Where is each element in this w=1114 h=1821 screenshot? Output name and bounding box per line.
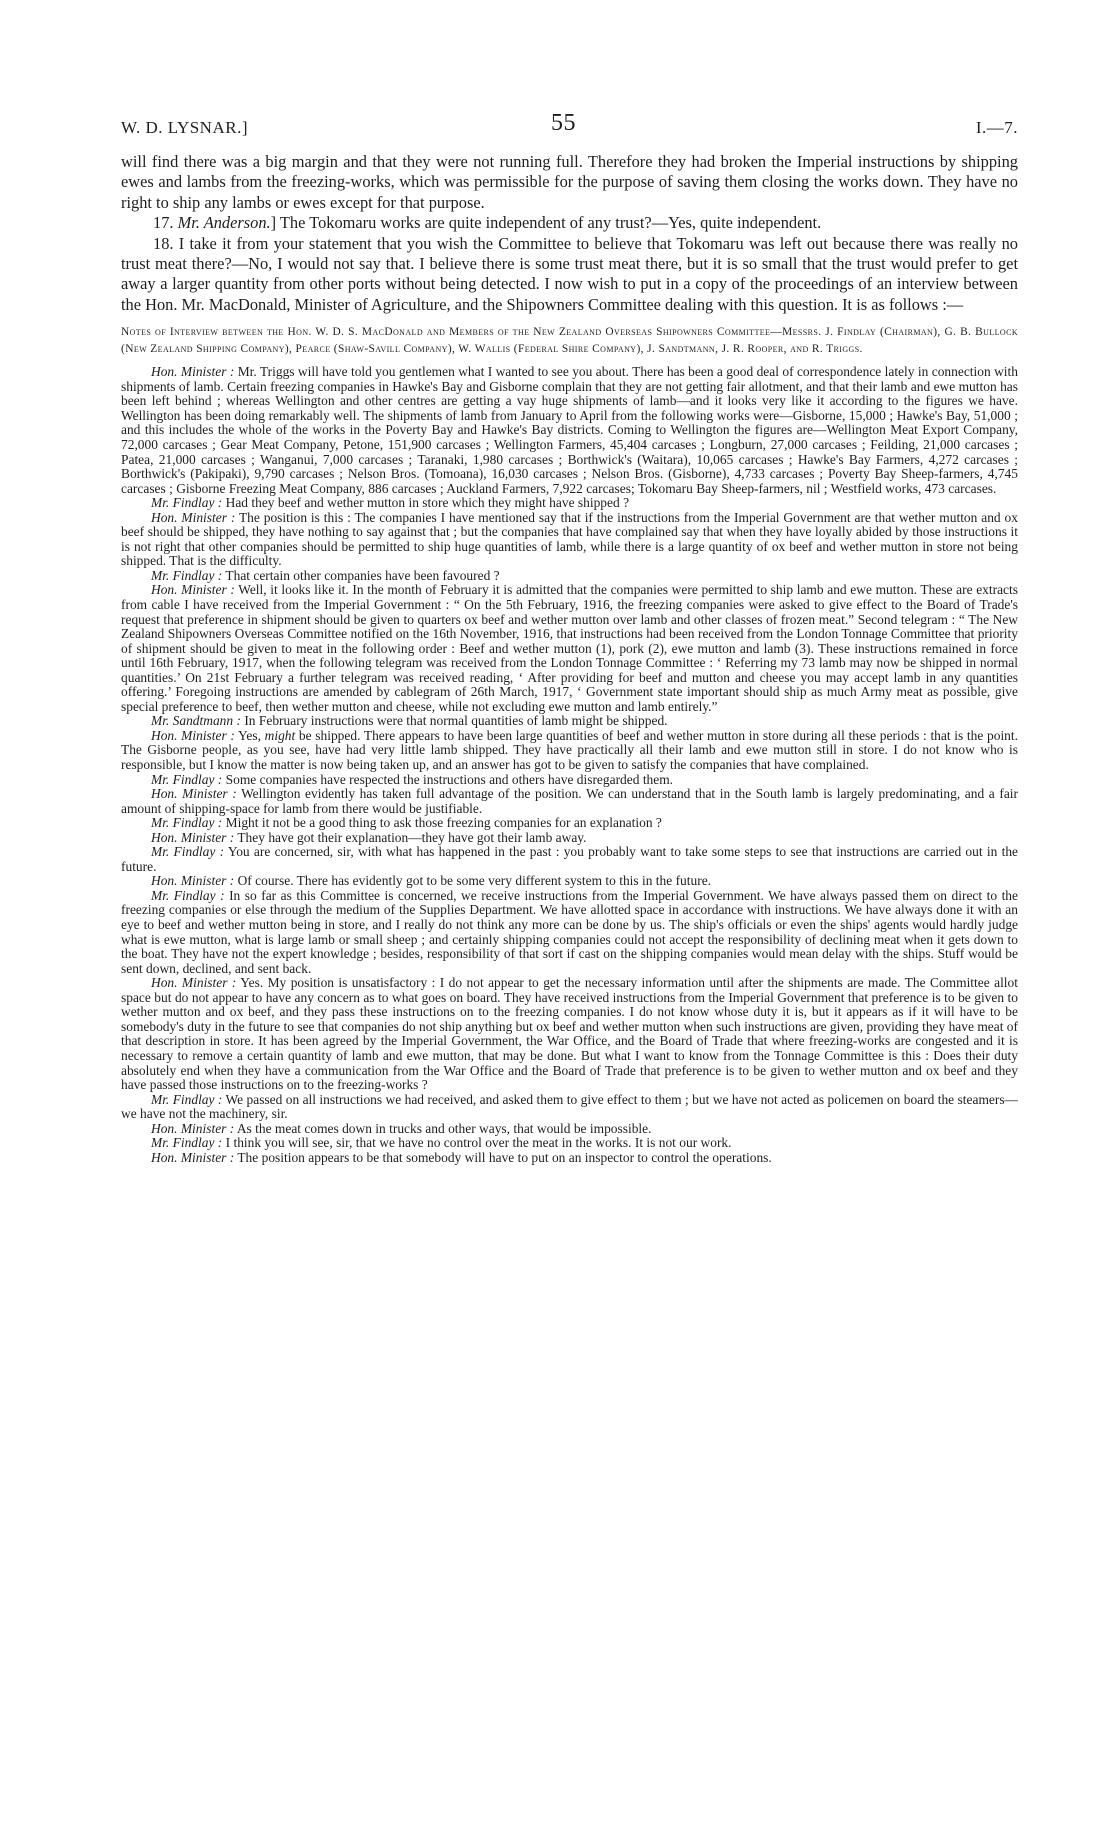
dialogue-paragraph	[121, 889, 1018, 976]
dialogue-paragraph	[121, 496, 1018, 511]
speech-text: Wellington evidently has taken full advantage of the position. We can understand that in the South lamb is largely predominating, and a fair amount of shipping-space for lamb from there would be justifiable.	[121, 786, 1018, 816]
speech-text: You are concerned, sir, with what has happened in the past : you probably want to take some steps to see that instructions are carried out in the future.	[121, 844, 1018, 874]
speech-text: Had they beef and wether mutton in store which they might have shipped ?	[222, 495, 630, 511]
speaker-name: Mr. Findlay :	[151, 887, 225, 903]
dialogue-paragraph	[121, 831, 1018, 846]
speaker-name: Mr. Findlay :	[151, 495, 223, 511]
speaker-name: Mr. Findlay :	[151, 815, 223, 831]
emphasis-text: might	[264, 727, 296, 743]
speaker-name: Hon. Minister :	[151, 1120, 235, 1136]
dialogue-paragraph	[121, 845, 1018, 874]
speaker-name: Mr. Findlay :	[151, 1091, 223, 1107]
intro-paragraph-2	[121, 213, 1018, 233]
speech-text: As the meat comes down in trucks and other ways, that would be impossible.	[234, 1120, 652, 1136]
paper-reference: I.—7.	[975, 118, 1018, 137]
speaker-name: Hon. Minister :	[151, 829, 235, 845]
speaker-name: Hon. Minister :	[151, 873, 235, 889]
speech-text: In February instructions were that normal quantities of lamb might be shipped.	[240, 713, 668, 729]
interview-dialogue	[121, 365, 1018, 1165]
dialogue-paragraph	[121, 773, 1018, 788]
speaker-name: Hon. Minister :	[151, 786, 237, 802]
intro-paragraph-3: 18. I take it from your statement that you wish the Committee to believe that Tokomaru was left out because there was really no trust meat there?—No, I would not say that. I believe there is some trust meat there, but it is so small that the trust would prefer to get away a larger quantity from other ports without being detected. I now wish to put in a copy of the proceedings of an interview between the Hon. Mr. MacDonald, Minister of Agriculture, and the Shipowners Committee dealing with this question. It is as follows :—	[121, 233, 1018, 314]
speech-text: I think you will see, sir, that we have no control over the meat in the works. It is not our work.	[222, 1135, 732, 1151]
speaker-name: Mr. Findlay :	[151, 844, 225, 860]
dialogue-paragraph	[121, 583, 1018, 714]
dialogue-paragraph	[121, 874, 1018, 889]
speech-text: Well, it looks like it. In the month of February it is admitted that the companies were permitted to ship lamb and ewe mutton. These are extracts from cable I have received from the Imperial Government : “ On the 5th February, 1916, the freezing companies were asked to give effect to the Board of Trade's request that preference in shipment should be given to quarters ox beef and wether mutton over lamb and other classes of frozen meat.” Second telegram : “ The New Zealand Shipowners Overseas Committee notified on the 16th November, 1916, that instructions had been received from the London Tonnage Committee that priority of shipment should be given to meat in the following order : Beef and wether mutton (1), pork (2), ewe mutton and lamb (3). These instructions remained in force until 16th February, 1917, when the following telegram was received from the London Tonnage Committee : ‘ Referring my 73 lamb may now be shipped in normal quantities.’ On 21st February a further telegram was received reading, ‘ After providing for beef and mutton and cheese you may accept lamb in any quantities offering.’ Foregoing instructions are amended by cablegram of 26th March, 1917, ‘ Government state important should ship as much Army meat as possible, give special preference to beef, then wether mutton and cheese, while not excluding ewe mutton and lamb entirely.”	[121, 582, 1018, 714]
speech-text: Of course. There has evidently got to be some very different system to this in the future.	[234, 873, 712, 889]
speaker-name: Hon. Minister :	[151, 1149, 235, 1165]
speech-text: In so far as this Committee is concerned, we receive instructions from the Imperial Government. We have always passed them on direct to the freezing companies or else through the medium of the Supplies Department. We have allotted space in accordance with instructions. We have always done it with an eye to beef and wether mutton being in store, and I really do not think any more can be done by us. The ship's officials or even the ships' agents would hardly judge what is ewe mutton, what is large lamb or small sheep ; and certainly shipping companies could not accept the responsibility of declining meat when it gets down to the boat. They have not the expert knowledge ; besides, responsibility of that sort if cast on the shipping companies would mean delay with the ships. Stuff would be sent down, declined, and sent back.	[121, 887, 1018, 976]
dialogue-paragraph	[121, 365, 1018, 496]
speech-text: Mr. Triggs will have told you gentlemen what I wanted to see you about. There has been a good deal of correspondence lately in connection with shipments of lamb. Certain freezing companies in Hawke's Bay and Gisborne complain that they are not getting fair allotment, and that their lamb and ewe mutton has been left behind ; whereas Wellington and other centres are getting a vay huge shipments of lamb—and it looks very like it according to the figures we have. Wellington has been doing remarkably well. The shipments of lamb from January to April from the following works were—Gisborne, 15,000 ; Hawke's Bay, 51,000 ; and this includes the whole of the works in the Poverty Bay and Hawke's Bay districts. Coming to Wellington the figures are—Wellington Meat Export Company, 72,000 carcases ; Gear Meat Company, Petone, 151,900 carcases ; Wellington Farmers, 45,404 carcases ; Longburn, 27,000 carcases ; Feilding, 21,000 carcases ; Patea, 21,000 carcases ; Wanganui, 7,000 carcases ; Taranaki, 1,980 carcases ; Borthwick's (Waitara), 10,065 carcases ; Hawke's Bay Farmers, 4,272 carcases ; Borthwick's (Pakipaki), 9,790 carcases ; Nelson Bros. (Tomoana), 16,030 carcases ; Nelson Bros. (Gisborne), 4,733 carcases ; Poverty Bay Sheep-farmers, 4,745 carcases ; Gisborne Freezing Meat Company, 886 carcases ; Auckland Farmers, 7,922 carcases; Tokomaru Bay Sheep-farmers, nil ; Westfield works, 473 carcases.	[121, 364, 1018, 496]
speaker-name: Mr. Findlay :	[151, 567, 223, 583]
speaker-name: Hon. Minister :	[151, 975, 237, 991]
intro-paragraph-1: will find there was a big margin and that they were not running full. Therefore they had broken the Imperial instructions by shipping ewes and lambs from the freezing-works, which was permissible for the purpose of saving them closing the works down. They have no right to ship any lambs or ewes except for that purpose.	[121, 152, 1018, 212]
speaker-name: Mr. Findlay :	[151, 771, 223, 787]
page-number: 55	[551, 110, 576, 136]
speech-text: Yes,	[234, 727, 265, 743]
dialogue-paragraph	[121, 511, 1018, 569]
speech-text: They have got their explanation—they have got their lamb away.	[234, 829, 587, 845]
speech-text: The position is this : The companies I have mentioned say that if the instructions from the Imperial Government are that wether mutton and ox beef should be shipped, they have nothing to say against that ; but the companies that have complained say that when they have loyally abided by those instructions it is not right that other companies should be permitted to ship huge quantities of lamb, while there is a large quantity of ox beef and wether mutton in store not being shipped. That is the difficulty.	[121, 509, 1018, 569]
speech-text: The position appears to be that somebody will have to put on an inspector to control the operations.	[234, 1149, 772, 1165]
speech-text: Might it not be a good thing to ask those freezing companies for an explanation ?	[222, 815, 662, 831]
dialogue-paragraph	[121, 1151, 1018, 1166]
questioner-name: Mr. Anderson.	[177, 213, 271, 233]
dialogue-paragraph	[121, 976, 1018, 1092]
speaker-name: Hon. Minister :	[151, 364, 235, 380]
speaker-name: Mr. Sandtmann :	[151, 713, 241, 729]
speaker-name: Hon. Minister :	[151, 582, 235, 598]
running-header	[121, 110, 1018, 152]
dialogue-paragraph	[121, 569, 1018, 584]
dialogue-paragraph	[121, 816, 1018, 831]
dialogue-paragraph	[121, 1122, 1018, 1137]
question-answer-text: ] The Tokomaru works are quite independent of any trust?—Yes, quite independent.	[270, 213, 822, 233]
question-number: 17.	[153, 213, 174, 233]
speech-text: Some companies have respected the instructions and others have disregarded them.	[222, 771, 674, 787]
speech-text: We passed on all instructions we had received, and asked them to give effect to them ; but we have not acted as policemen on board the steamers—we have not the machinery, sir.	[121, 1091, 1018, 1122]
speaker-name: Mr. Findlay :	[151, 1135, 223, 1151]
dialogue-paragraph	[121, 714, 1018, 729]
dialogue-paragraph	[121, 787, 1018, 816]
evidence-intro	[121, 152, 1018, 315]
witness-name: W. D. LYSNAR.]	[121, 118, 248, 137]
dialogue-paragraph	[121, 1136, 1018, 1151]
dialogue-paragraph	[121, 729, 1018, 773]
speech-text: be shipped. There appears to have been large quantities of beef and wether mutton in store during all these periods : that is the point. The Gisborne people, as you see, have had very little lamb shipped. They have practically all their lamb and ewe mutton still in store. I do not know who is responsible, but I know the matter is now being taken up, and an answer has got to be given to satisfy the companies that have complained.	[121, 727, 1018, 773]
speech-text: Yes. My position is unsatisfactory : I do not appear to get the necessary information until after the shipments are made. The Committee allot space but do not appear to have any concern as to what goes on board. They have received instructions from the Imperial Government that preference is to be given to wether mutton and ox beef, and they pass these instructions on to the freezing companies. I do not know whose duty it is, but it appears as if it will have to be somebody's duty in the future to see that companies do not ship anything but ox beef and wether mutton when such instructions are given, providing they have meat of that description in store. It has been agreed by the Imperial Government, the War Office, and the Board of Trade that where freezing-works are congested and it is necessary to remove a certain quantity of lamb and ewe mutton, that may be done. But what I want to know from the Tonnage Committee is this : Does their duty absolutely end when they have a communication from the War Office and the Board of Trade that preference is to be given to wether mutton and ox beef and they have passed those instructions on to the freezing-works ?	[121, 975, 1018, 1093]
dialogue-paragraph	[121, 1093, 1018, 1122]
speaker-name: Hon. Minister :	[151, 509, 236, 525]
speech-text: That certain other companies have been favoured ?	[222, 567, 500, 583]
speaker-name: Hon. Minister :	[151, 727, 235, 743]
notes-heading: Notes of Interview between the Hon. W. D. S. MacDonald and Members of the New Zealand Overseas Shipowners Committee—Messrs. J. Findlay (Chairman), G. B. Bullock (New Zealand Shipping Company), Pearce (Shaw-Savill Company), W. Wallis (Federal Shire Company), J. Sandtmann, J. R. Rooper, and R. Triggs.	[121, 326, 1018, 355]
